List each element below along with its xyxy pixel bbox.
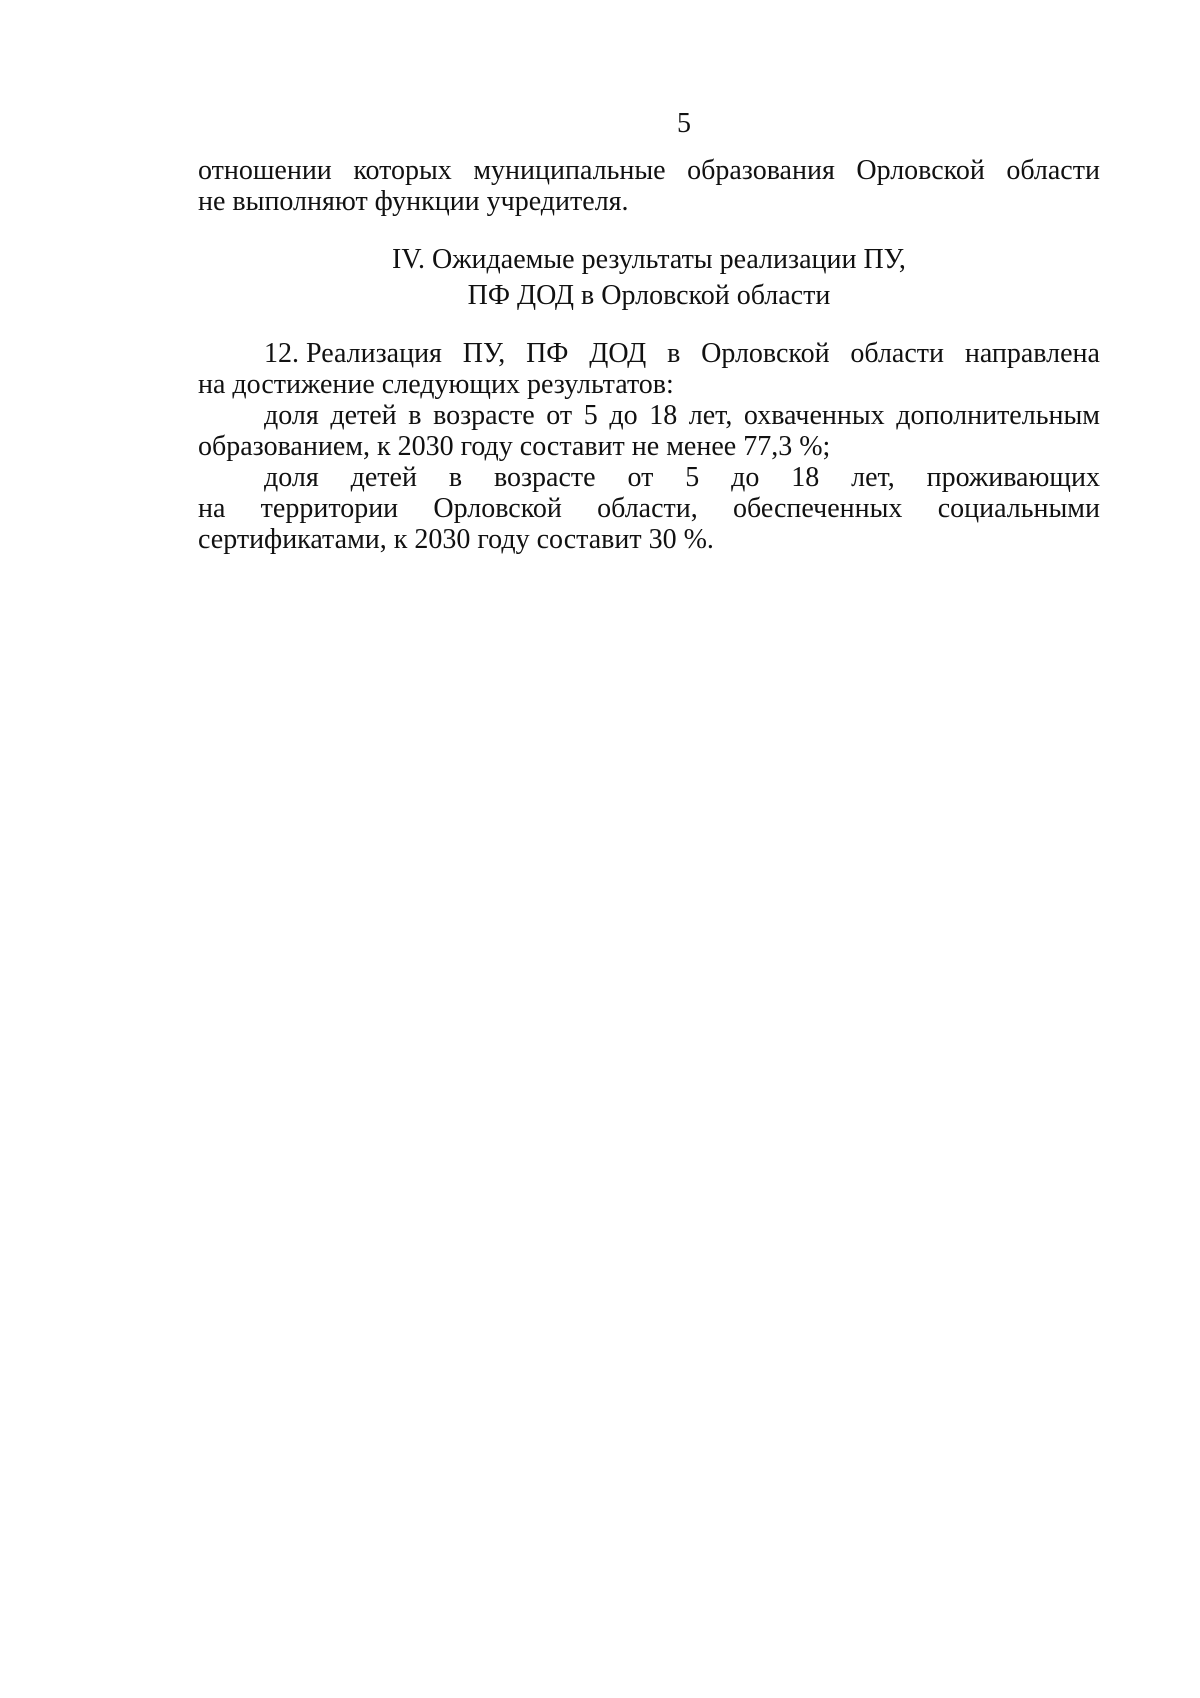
- word: от: [546, 400, 573, 431]
- word: доля: [264, 400, 319, 431]
- result-2-line-1: [198, 462, 1100, 493]
- word: Орловской: [433, 493, 562, 524]
- word: возрасте: [493, 462, 596, 493]
- word: области: [850, 338, 945, 369]
- result-2-line-3: сертификатами, к 2030 году составит 30 %.: [198, 524, 714, 555]
- result-1-line-1: [198, 400, 1100, 431]
- word: в: [408, 400, 422, 431]
- word: ПФ: [526, 338, 569, 369]
- word: детей: [350, 462, 417, 493]
- intro-paragraph: [198, 155, 1100, 217]
- section-heading-line-2: ПФ ДОД в Орловской области: [467, 280, 831, 311]
- word: которых: [353, 155, 452, 186]
- word: направлена: [964, 338, 1100, 369]
- word: лет,: [688, 400, 733, 431]
- word: проживающих: [926, 462, 1100, 493]
- word: 12. Реализация: [264, 338, 442, 369]
- word: области: [1006, 155, 1100, 186]
- word: 18: [649, 400, 678, 431]
- section-heading: [198, 242, 1100, 314]
- word: в: [667, 338, 681, 369]
- result-2-line-2: [198, 493, 1100, 524]
- word: Орловской: [701, 338, 830, 369]
- paragraph-12: [198, 338, 1100, 555]
- word: до: [731, 462, 760, 493]
- intro-line-1: [198, 155, 1100, 186]
- page-number: 5: [677, 108, 691, 139]
- word: дополнительным: [896, 400, 1100, 431]
- paragraph-12-line-2: на достижение следующих результатов:: [198, 369, 674, 400]
- result-1-line-2: образованием, к 2030 году составит не менее 77,3 %;: [198, 431, 831, 462]
- paragraph-12-line-1: [198, 338, 1100, 369]
- word: 18: [791, 462, 820, 493]
- word: обеспеченных: [733, 493, 903, 524]
- word: образования: [687, 155, 835, 186]
- word: ПУ,: [462, 338, 506, 369]
- word: отношении: [198, 155, 332, 186]
- word: ДОД: [589, 338, 647, 369]
- word: социальными: [937, 493, 1100, 524]
- word: на: [198, 493, 226, 524]
- word: Орловской: [856, 155, 985, 186]
- word: доля: [264, 462, 319, 493]
- word: в: [448, 462, 463, 493]
- word: от: [627, 462, 654, 493]
- word: области,: [597, 493, 698, 524]
- word: до: [609, 400, 638, 431]
- intro-line-2: не выполняют функции учредителя.: [198, 186, 629, 217]
- word: детей: [330, 400, 397, 431]
- word: охваченных: [743, 400, 885, 431]
- word: 5: [583, 400, 598, 431]
- section-heading-line-1: IV. Ожидаемые результаты реализации ПУ,: [392, 244, 906, 275]
- word: возрасте: [433, 400, 535, 431]
- word: 5: [685, 462, 700, 493]
- word: лет,: [851, 462, 895, 493]
- word: муниципальные: [473, 155, 666, 186]
- word: территории: [260, 493, 399, 524]
